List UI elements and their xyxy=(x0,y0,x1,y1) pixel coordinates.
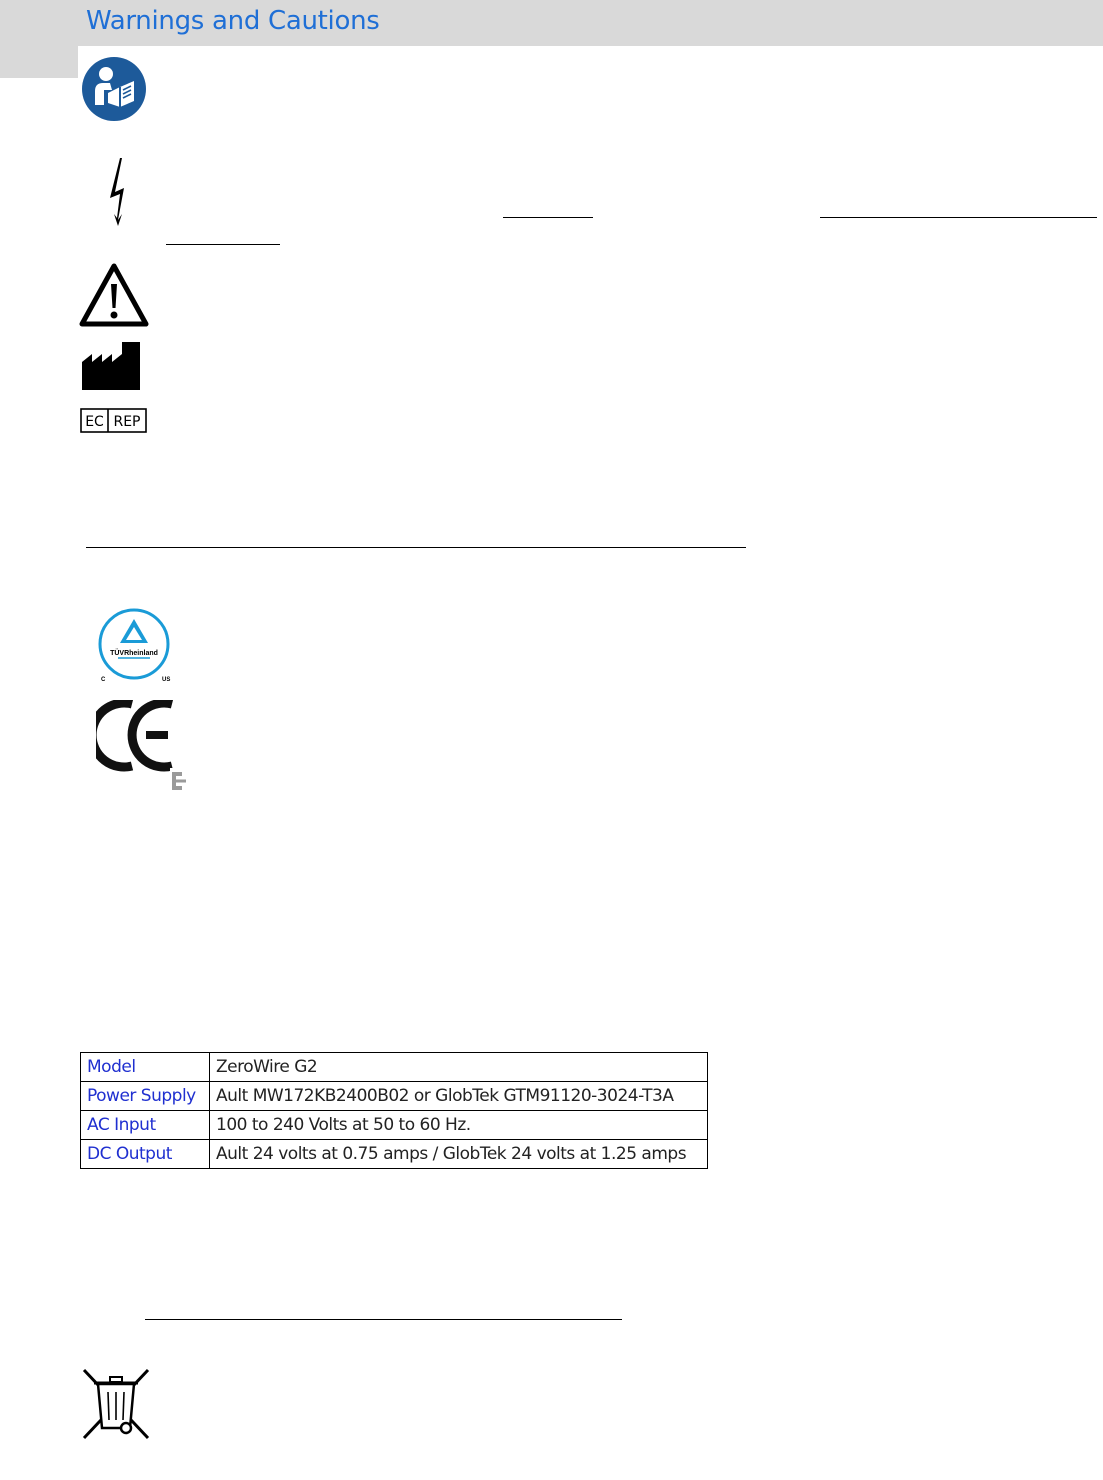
table-value: 100 to 240 Volts at 50 to 60 Hz. xyxy=(210,1111,708,1140)
underline-rule xyxy=(503,217,593,218)
tuv-us-label: US xyxy=(162,677,171,683)
table-key: Power Supply xyxy=(81,1082,210,1111)
underline-rule xyxy=(166,244,280,245)
section-rule xyxy=(86,547,746,548)
section-rule xyxy=(145,1319,622,1320)
tuv-name: TÜVRheinland xyxy=(110,650,158,657)
table-row xyxy=(81,1140,708,1169)
ec-label: EC xyxy=(85,414,104,430)
page-title: Warnings and Cautions xyxy=(86,6,380,36)
table-row xyxy=(81,1111,708,1140)
electric-shock-icon xyxy=(106,156,132,228)
table-key: AC Input xyxy=(81,1111,210,1140)
ec-rep-icon xyxy=(80,408,147,433)
caution-triangle-icon xyxy=(78,262,150,328)
read-manual-icon xyxy=(82,57,146,121)
table-key: Model xyxy=(81,1053,210,1082)
table-value: Ault MW172KB2400B02 or GlobTek GTM91120-3024-T3A xyxy=(210,1082,708,1111)
table-value: Ault 24 volts at 0.75 amps / GlobTek 24 volts at 1.25 amps xyxy=(210,1140,708,1169)
table-row xyxy=(81,1082,708,1111)
tuv-c-label: C xyxy=(101,677,106,683)
tuv-mark-icon xyxy=(96,607,176,683)
rep-label: REP xyxy=(113,414,141,430)
table-row xyxy=(81,1053,708,1082)
underline-rule xyxy=(820,217,1097,218)
table-value: ZeroWire G2 xyxy=(210,1053,708,1082)
header-bar xyxy=(0,0,1103,46)
table-key: DC Output xyxy=(81,1140,210,1169)
weee-bin-icon xyxy=(80,1366,152,1442)
manufacturer-icon xyxy=(82,342,142,390)
ce-mark-icon xyxy=(96,700,196,792)
spec-table xyxy=(80,1052,708,1169)
header-tab xyxy=(0,46,78,78)
